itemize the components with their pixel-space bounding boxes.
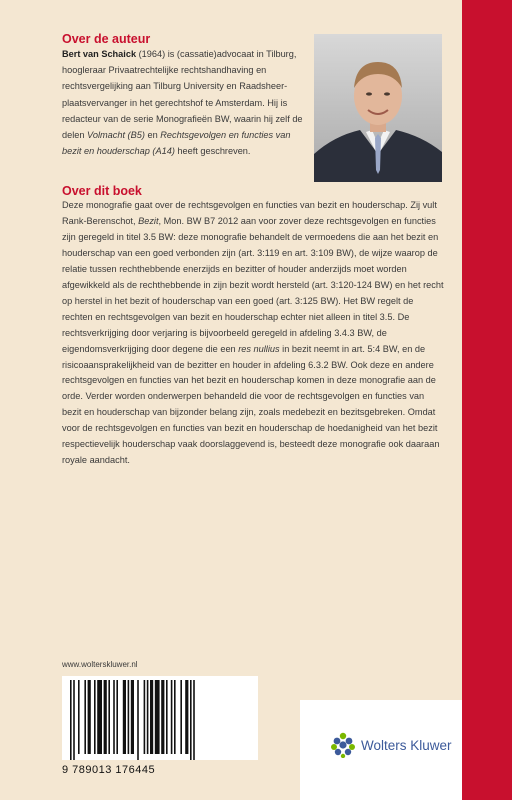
book-heading: Over dit boek — [62, 184, 142, 198]
barcode-bar — [185, 680, 188, 754]
publisher-name: Wolters Kluwer — [361, 737, 452, 753]
author-heading: Over de auteur — [62, 32, 151, 46]
website-url: www.wolterskluwer.nl — [62, 660, 138, 669]
author-bio: Bert van Schaick (1964) is (cassatie)advocaat in Tilburg, hoogleraar Privaatrechtelijke rechtshandhaving en rechtsvergelijking aan Tilburg University en Raadsheer-plaatsvervanger in het gerechtshof te Amsterdam. Hij is redacteur van de serie Monografieën BW, waarin hij zelf de delen Volmacht (B5) en Rechtsgevolgen en functies van bezit en houderschap (A14) heeft geschreven. — [62, 49, 303, 157]
barcode-bar — [88, 680, 91, 754]
barcode-bar — [150, 680, 153, 754]
barcode-bar — [108, 680, 110, 754]
author-name: Bert van Schaick — [62, 49, 137, 59]
barcode-bar — [193, 680, 195, 760]
book-description: Deze monografie gaat over de rechtsgevolgen en functies van bezit en houderschap. Zij vult Rank-Berenschot, Bezit, Mon. BW B7 2012 aan voor zover deze rechtsgevolgen en functies zijn geregeld in titel 3.5 BW: deze monografie behandelt de vermoedens die aan het bezit en houderschap van een goed verbonden zijn (art. 3:119 en art. 3:109 BW), de wijze waarop de relatie tussen rechthebbende enerzijds en bezitter of houder anderzijds moet worden afgewikkeld als de rechthebbende in zijn bezit wordt hersteld (art. 3:120-124 BW) en het recht op herstel in het bezit of houderschap van een goed (art. 3:125 BW). Het BW regelt de rechten en rechtsgevolgen van bezit en houderschap echter niet alleen in titel 3.5. De rechtsverkrijging door verjaring is bijvoorbeeld geregeld in afdeling 3.4.3 BW, de eigendomsverkrijging door degene die een res nullius in bezit neemt in art. 5:4 BW, en de risicoaansprakelijkheid van de bezitter en houder in afdeling 6.3.2 BW. Ook deze en andere rechtsgevolgen en functies van het bezit en houderschap komen in deze monografie aan de orde. Verder worden onderwerpen behandeld die voor de rechtsgevolgen en functies van bezit en houderschap van bijzonder belang zijn, zoals medebezit en bezitsgebreken. Omdat voor de rechtsgevolgen en functies van bezit en houderschap de hoedanigheid van het bezit respectievelijk houderschap vaak doorslaggevend is, besteedt deze monografie ook daaraan royale aandacht. — [62, 200, 444, 466]
barcode-bar — [94, 680, 96, 754]
barcode-bar — [161, 680, 164, 754]
barcode-bar — [166, 680, 168, 754]
barcode-digits: 9 789013 176445 — [62, 764, 156, 776]
barcode-bar — [155, 680, 160, 754]
barcode-bar — [137, 680, 139, 760]
barcode-bar — [97, 680, 102, 754]
publisher-logo — [330, 731, 452, 759]
barcode-bar — [73, 680, 75, 760]
barcode-bar — [190, 680, 192, 760]
barcode-bar — [78, 680, 80, 754]
barcode-bar — [113, 680, 115, 754]
barcode-bar — [84, 680, 86, 754]
barcode-bar — [116, 680, 118, 754]
author-photo — [314, 34, 442, 182]
barcode-bar — [131, 680, 134, 754]
barcode-bar — [123, 680, 126, 754]
isbn-barcode — [62, 676, 258, 760]
barcode-bar — [144, 680, 146, 754]
barcode-bar — [70, 680, 72, 760]
barcode-bar — [147, 680, 149, 754]
barcode-bar — [174, 680, 176, 754]
wolters-kluwer-logo-icon — [330, 732, 356, 758]
red-side-band — [462, 0, 512, 800]
barcode-bar — [180, 680, 182, 754]
barcode-bar — [104, 680, 107, 754]
barcode-bar — [171, 680, 173, 754]
barcode-bar — [128, 680, 130, 754]
